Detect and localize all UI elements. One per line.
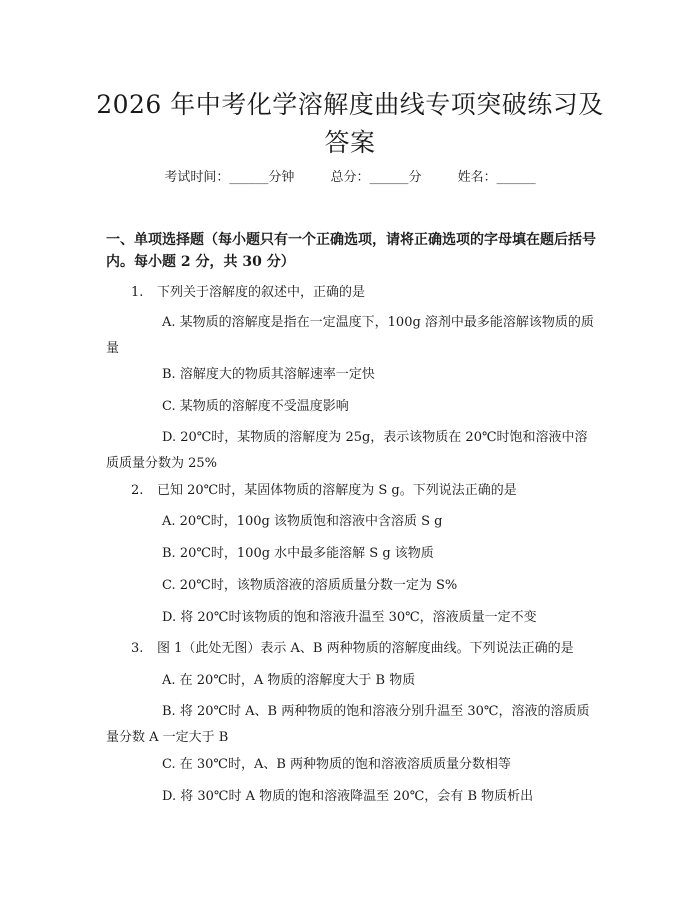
question-number: 1. bbox=[131, 285, 144, 300]
question-option: A. 某物质的溶解度是指在一定温度下，100g 溶剂中最多能溶解该物质的质量 bbox=[106, 315, 594, 356]
question-stem bbox=[131, 480, 517, 502]
question-text: 图 1（此处无图）表示 A、B 两种物质的溶解度曲线。下列说法正确的是 bbox=[157, 641, 574, 656]
total-score-field: 总分：______分 bbox=[330, 170, 422, 185]
exam-meta bbox=[0, 168, 700, 188]
question-stem bbox=[131, 638, 574, 660]
question-option: D. 将 30℃时 A 物质的饱和溶液降温至 20℃，会有 B 物质析出 bbox=[162, 789, 534, 804]
question-option: C. 20℃时，该物质溶液的溶质质量分数一定为 S% bbox=[162, 578, 458, 593]
question-option: B. 20℃时，100g 水中最多能溶解 S g 该物质 bbox=[162, 546, 434, 561]
question-stem bbox=[131, 282, 365, 304]
question-option: C. 某物质的溶解度不受温度影响 bbox=[162, 399, 349, 414]
question-number: 3. bbox=[131, 641, 144, 656]
question-option: B. 溶解度大的物质其溶解速率一定快 bbox=[162, 367, 375, 382]
section-header: 一、单项选择题（每小题只有一个正确选项，请将正确选项的字母填在题后括号内。每小题 2 分，共 30 分） bbox=[106, 232, 596, 270]
exam-time-field: 考试时间：______分钟 bbox=[164, 170, 295, 185]
question-option: A. 在 20℃时，A 物质的溶解度大于 B 物质 bbox=[162, 673, 416, 688]
page-title: 2026 年中考化学溶解度曲线专项突破练习及答案 bbox=[96, 90, 604, 157]
question-option: C. 在 30℃时，A、B 两种物质的饱和溶液溶质质量分数相等 bbox=[162, 757, 512, 772]
student-name-field: 姓名：______ bbox=[457, 170, 536, 185]
question-option: D. 将 20℃时该物质的饱和溶液升温至 30℃，溶液质量一定不变 bbox=[162, 610, 537, 625]
question-text: 已知 20℃时，某固体物质的溶解度为 S g。下列说法正确的是 bbox=[157, 483, 517, 498]
question-option: B. 将 20℃时 A、B 两种物质的饱和溶液分别升温至 30℃，溶液的溶质质量分数 A 一定大于 B bbox=[106, 704, 590, 745]
question-number: 2. bbox=[131, 483, 144, 498]
question-option: A. 20℃时，100g 该物质饱和溶液中含溶质 S g bbox=[162, 514, 443, 529]
question-text: 下列关于溶解度的叙述中，正确的是 bbox=[157, 285, 366, 300]
question-option: D. 20℃时，某物质的溶解度为 25g，表示该物质在 20℃时饱和溶液中溶质质量分数为 25% bbox=[106, 430, 588, 471]
